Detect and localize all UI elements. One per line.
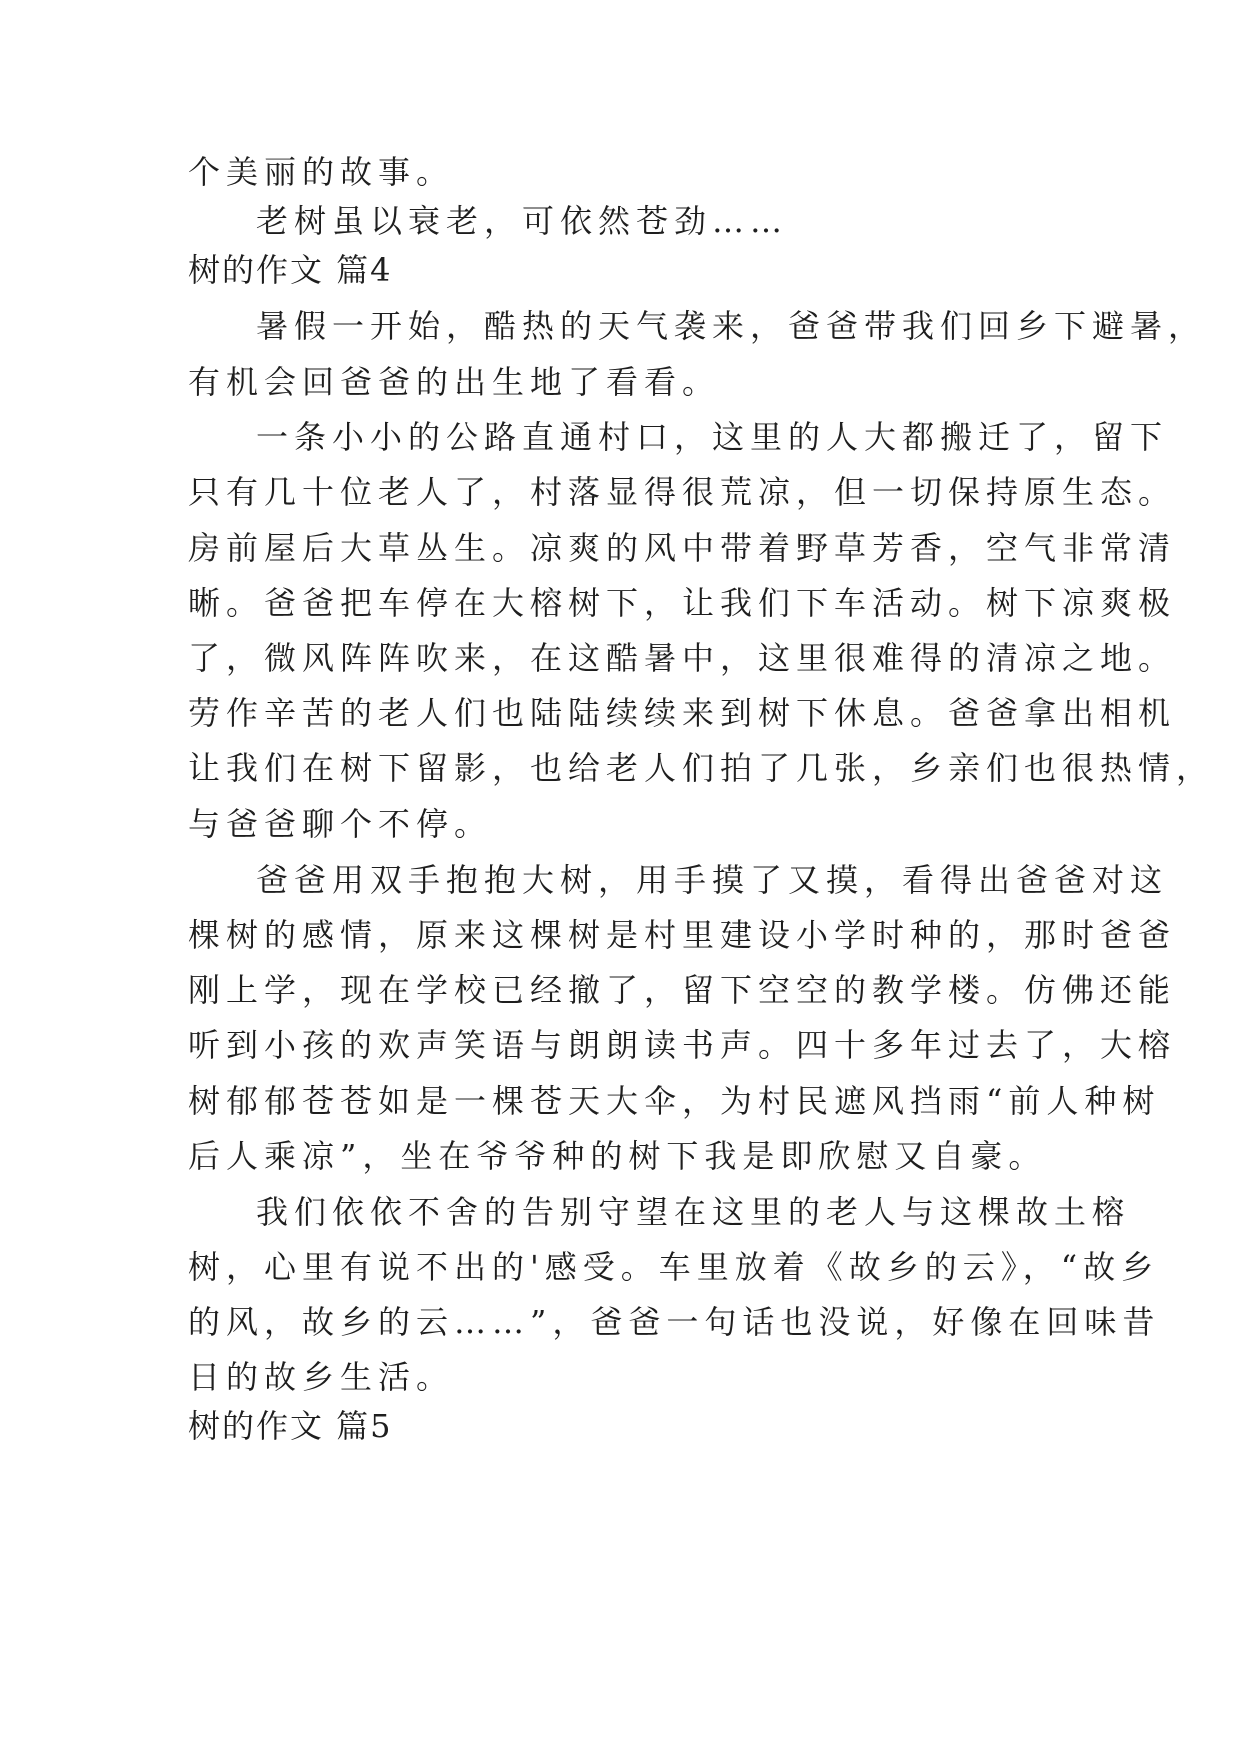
text-line: 晰。爸爸把车停在大榕树下，让我们下车活动。树下凉爽极 <box>188 584 1177 622</box>
text-line: 日的故乡生活。 <box>188 1358 455 1396</box>
text-line: 一条小小的公路直通村口，这里的人大都搬迁了，留下 <box>256 418 1169 456</box>
text-line: 劳作辛苦的老人们也陆陆续续来到树下休息。爸爸拿出相机 <box>188 694 1177 732</box>
text-line: 暑假一开始，酷热的天气袭来，爸爸带我们回乡下避暑， <box>256 307 1207 345</box>
text-line: 树郁郁苍苍如是一棵苍天大伞，为村民遮风挡雨“前人种树 <box>188 1082 1161 1120</box>
text-line: 与爸爸聊个不停。 <box>188 805 493 843</box>
text-line: 老树虽以衰老，可依然苍劲…… <box>256 202 789 240</box>
text-line: 了，微风阵阵吹来，在这酷暑中，这里很难得的清凉之地。 <box>188 639 1177 677</box>
section-heading: 树的作文 篇4 <box>188 251 393 289</box>
text-line: 爸爸用双手抱抱大树，用手摸了又摸，看得出爸爸对这 <box>256 861 1169 899</box>
text-line: 棵树的感情，原来这棵树是村里建设小学时种的，那时爸爸 <box>188 916 1177 954</box>
text-line: 房前屋后大草丛生。凉爽的风中带着野草芳香，空气非常清 <box>188 529 1177 567</box>
text-line: 个美丽的故事。 <box>188 153 455 191</box>
text-line: 树，心里有说不出的'感受。车里放着《故乡的云》，“故乡 <box>188 1248 1160 1286</box>
text-line: 刚上学，现在学校已经撤了，留下空空的教学楼。仿佛还能 <box>188 971 1177 1009</box>
text-line: 我们依依不舍的告别守望在这里的老人与这棵故土榕 <box>256 1193 1131 1231</box>
text-line: 有机会回爸爸的出生地了看看。 <box>188 363 721 401</box>
text-line: 的风，故乡的云……”，爸爸一句话也没说，好像在回味昔 <box>188 1303 1161 1341</box>
text-line: 听到小孩的欢声笑语与朗朗读书声。四十多年过去了，大榕 <box>188 1026 1177 1064</box>
section-heading: 树的作文 篇5 <box>188 1407 393 1445</box>
text-line: 让我们在树下留影，也给老人们拍了几张，乡亲们也很热情， <box>188 749 1215 787</box>
text-line: 只有几十位老人了，村落显得很荒凉，但一切保持原生态。 <box>188 473 1177 511</box>
text-line: 后人乘凉”，坐在爷爷种的树下我是即欣慰又自豪。 <box>188 1137 1047 1175</box>
